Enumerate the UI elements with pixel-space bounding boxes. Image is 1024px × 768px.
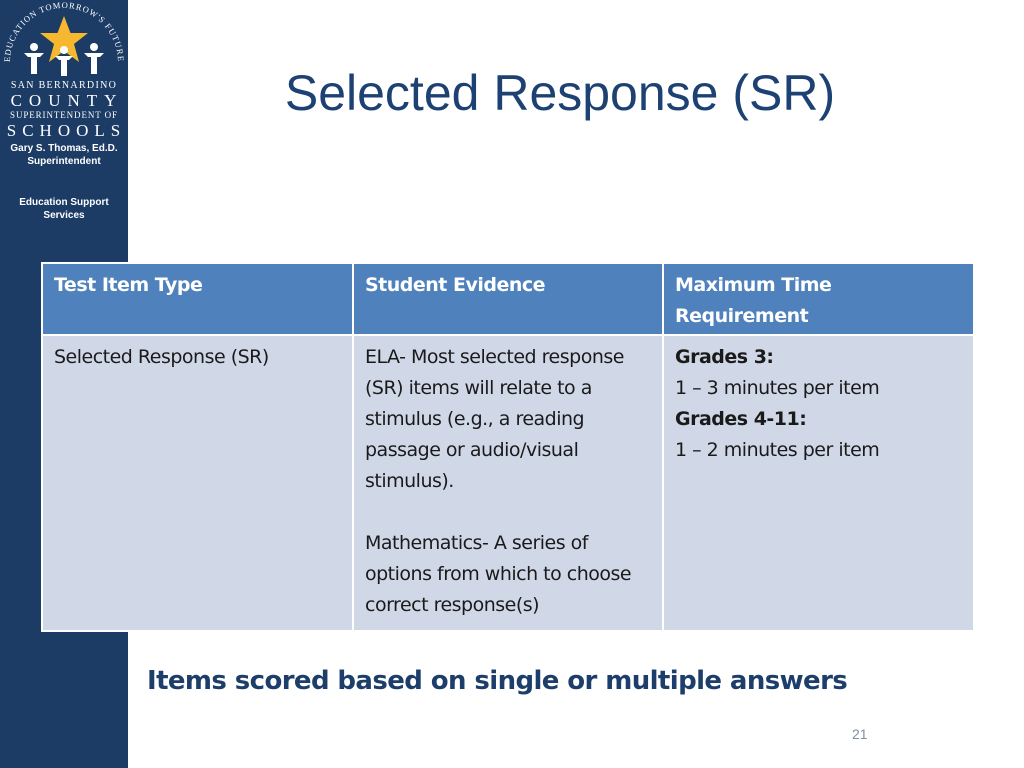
- logo-text-schools: SCHOOLS: [6, 121, 127, 140]
- cell-time-requirement: [663, 335, 974, 631]
- grade3-label: Grades 3:: [675, 346, 774, 368]
- superintendent-block: [0, 142, 128, 168]
- grade3-value: 1 – 3 minutes per item: [675, 377, 880, 399]
- table-header-row: [42, 263, 974, 335]
- superintendent-name: Gary S. Thomas, Ed.D.: [10, 143, 118, 154]
- grade411-value: 1 – 2 minutes per item: [675, 439, 880, 461]
- logo-text-county: COUNTY: [10, 91, 124, 110]
- scoring-note: Items scored based on single or multiple answers: [147, 666, 848, 696]
- cell-item-type: Selected Response (SR): [42, 335, 353, 631]
- evidence-math: Mathematics- A series of options from which to choose correct response(s): [365, 532, 632, 616]
- header-test-item-type: Test Item Type: [42, 263, 353, 335]
- people-figures-icon: [24, 43, 104, 76]
- header-student-evidence: Student Evidence: [353, 263, 663, 335]
- logo-emblem: [0, 0, 128, 82]
- evidence-ela: ELA- Most selected response (SR) items will relate to a stimulus (e.g., a reading passage or audio/visual stimulus).: [365, 346, 624, 492]
- department-block: [0, 196, 128, 222]
- star-icon: [40, 16, 88, 62]
- page-number: 21: [852, 726, 868, 742]
- superintendent-title: Superintendent: [27, 156, 101, 167]
- logo-text-superintendent-of: SUPERINTENDENT OF: [10, 110, 118, 120]
- slide-title: Selected Response (SR): [284, 65, 836, 121]
- logo-arc-text: EDUCATION TOMORROW'S FUTURE: [1, 0, 127, 63]
- table-row: [42, 335, 974, 631]
- department-line-1: Education Support: [19, 197, 109, 208]
- county-schools-logo: [0, 0, 128, 142]
- cell-student-evidence: [353, 335, 663, 631]
- logo-text-san-bernardino: SAN BERNARDINO: [10, 80, 118, 91]
- sr-table: [41, 262, 973, 632]
- grade411-label: Grades 4-11:: [675, 408, 807, 430]
- header-maximum-time: Maximum Time Requirement: [663, 263, 974, 335]
- department-line-2: Services: [43, 210, 85, 221]
